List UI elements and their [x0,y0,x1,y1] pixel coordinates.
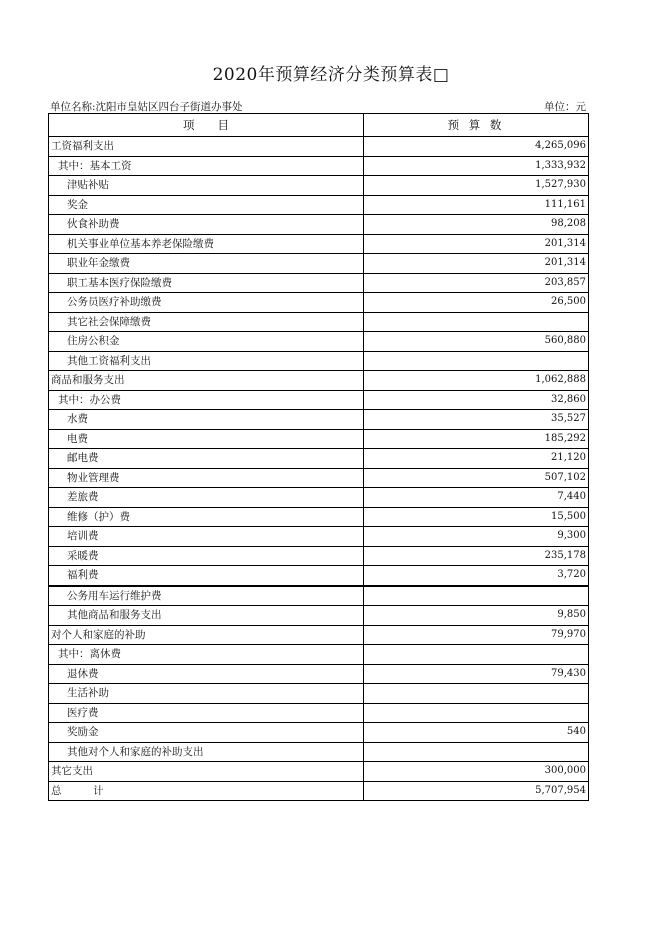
table-row [49,645,589,665]
table-row [49,351,589,371]
table-row [49,664,589,684]
table-row [49,137,589,157]
row-amount: 201,314 [364,234,589,254]
table-row [49,293,589,313]
row-item-name: 公务用车运行维护费 [49,586,364,606]
row-amount: 1,527,930 [364,176,589,196]
table-row [49,625,589,645]
row-amount: 9,850 [364,606,589,626]
row-amount: 201,314 [364,254,589,274]
row-item-name: 对个人和家庭的补助 [49,625,364,645]
row-item-name: 生活补助 [49,684,364,704]
table-row [49,527,589,547]
row-item-name: 住房公积金 [49,332,364,352]
row-amount: 79,970 [364,625,589,645]
table-row [49,215,589,235]
row-item-name: 其他商品和服务支出 [49,606,364,626]
row-amount: 7,440 [364,488,589,508]
row-item-name: 奖金 [49,195,364,215]
table-row [49,606,589,626]
row-item-name: 福利费 [49,566,364,586]
table-row [49,781,589,801]
row-amount [364,351,589,371]
row-item-name: 医疗费 [49,703,364,723]
table-row [49,546,589,566]
table-row [49,684,589,704]
table-row [49,429,589,449]
table-header-row [49,114,589,137]
row-amount: 111,161 [364,195,589,215]
table-row [49,723,589,743]
table-row [49,762,589,782]
row-item-name: 差旅费 [49,488,364,508]
row-item-name: 公务员医疗补助缴费 [49,293,364,313]
row-item-name: 培训费 [49,527,364,547]
row-amount [364,703,589,723]
row-amount: 35,527 [364,410,589,430]
table-row [49,410,589,430]
row-item-name: 其它支出 [49,762,364,782]
row-item-name: 其他对个人和家庭的补助支出 [49,742,364,762]
table-row [49,156,589,176]
header-item: 项 目 [49,114,364,137]
row-item-name: 其中：离休费 [49,645,364,665]
title-glyph: □ [432,65,450,85]
row-amount: 3,720 [364,566,589,586]
row-item-name: 水费 [49,410,364,430]
row-amount [364,684,589,704]
table-row [49,176,589,196]
row-item-name: 采暖费 [49,546,364,566]
row-amount: 203,857 [364,273,589,293]
table-row [49,703,589,723]
row-amount: 540 [364,723,589,743]
row-amount: 235,178 [364,546,589,566]
row-item-name: 其他工资福利支出 [49,351,364,371]
row-item-name: 工资福利支出 [49,137,364,157]
row-item-name: 其中：办公费 [49,390,364,410]
table-row [49,332,589,352]
row-amount: 21,120 [364,449,589,469]
table-row [49,312,589,332]
row-amount [364,586,589,606]
page-title [0,60,662,85]
row-item-name: 职工基本医疗保险缴费 [49,273,364,293]
row-item-name: 物业管理费 [49,468,364,488]
row-amount: 32,860 [364,390,589,410]
row-item-name: 机关事业单位基本养老保险缴费 [49,234,364,254]
row-amount: 185,292 [364,429,589,449]
table-row [49,371,589,391]
row-item-name: 其它社会保障缴费 [49,312,364,332]
row-amount: 1,062,888 [364,371,589,391]
table-row [49,449,589,469]
row-item-name: 退休费 [49,664,364,684]
row-amount: 300,000 [364,762,589,782]
unit-label: 单位：元 [544,101,586,113]
table-row [49,586,589,606]
row-amount: 26,500 [364,293,589,313]
row-amount: 79,430 [364,664,589,684]
table-row [49,273,589,293]
row-amount [364,645,589,665]
title-text: 2020年预算经济分类预算表 [212,65,433,85]
row-amount: 98,208 [364,215,589,235]
row-amount [364,742,589,762]
row-item-name: 奖励金 [49,723,364,743]
table-row [49,195,589,215]
row-item-name: 职业年金缴费 [49,254,364,274]
unit-info [50,99,588,113]
row-item-name: 伙食补助费 [49,215,364,235]
table-row [49,566,589,586]
row-amount: 9,300 [364,527,589,547]
row-item-name: 维修（护）费 [49,507,364,527]
budget-table [48,113,589,801]
row-amount: 560,880 [364,332,589,352]
row-item-name: 津贴补贴 [49,176,364,196]
table-row [49,488,589,508]
table-row [49,234,589,254]
unit-name: 单位名称:沈阳市皇姑区四台子街道办事处 [50,101,243,113]
row-amount: 1,333,932 [364,156,589,176]
table-row [49,390,589,410]
row-item-name: 其中：基本工资 [49,156,364,176]
row-amount: 5,707,954 [364,781,589,801]
table-row [49,742,589,762]
row-amount: 15,500 [364,507,589,527]
table-row [49,254,589,274]
row-amount [364,312,589,332]
row-amount: 507,102 [364,468,589,488]
row-item-name: 总 计 [49,781,364,801]
row-item-name: 邮电费 [49,449,364,469]
row-amount: 4,265,096 [364,137,589,157]
row-item-name: 商品和服务支出 [49,371,364,391]
row-item-name: 电费 [49,429,364,449]
table-row [49,507,589,527]
table-row [49,468,589,488]
header-amount: 预 算 数 [364,114,589,137]
